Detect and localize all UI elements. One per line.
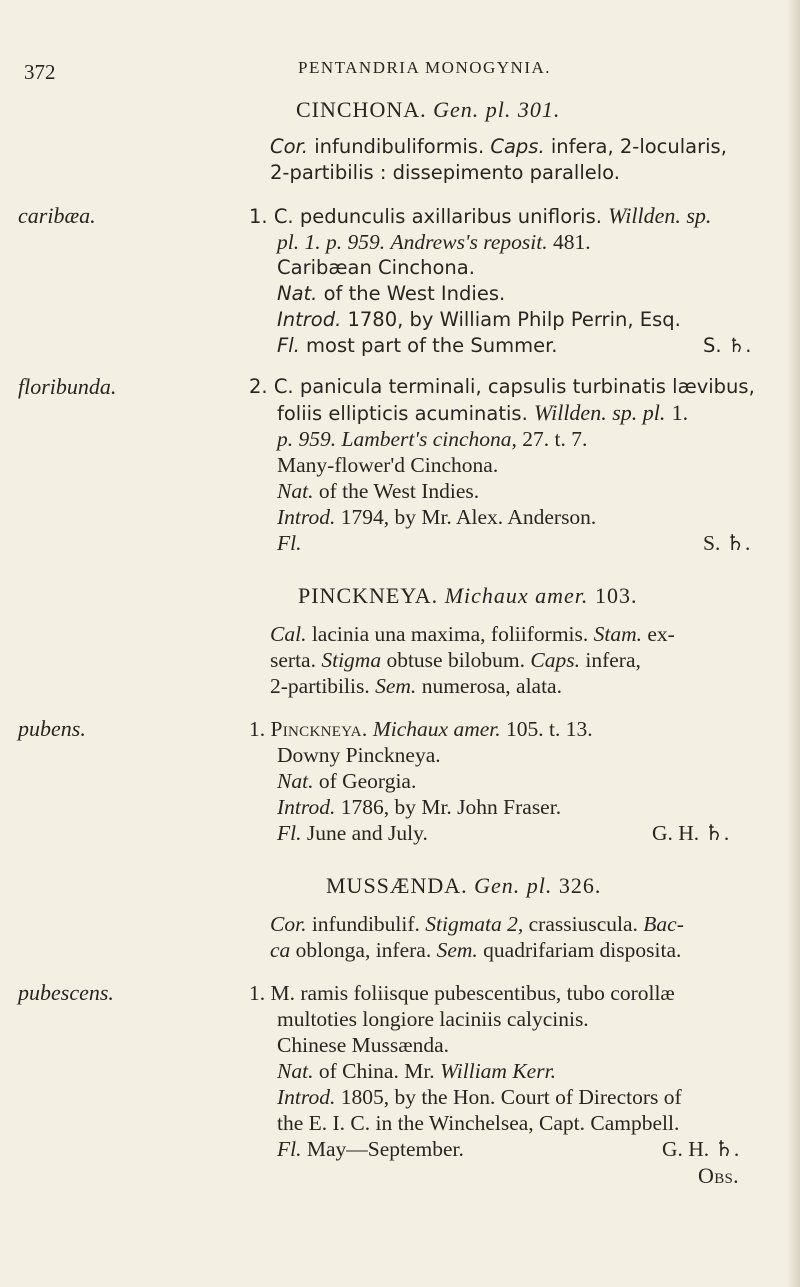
habit-symbol: S. ♄. (703, 334, 752, 357)
genus-heading-pinckneya: PINCKNEYA. Michaux amer. 103. (298, 583, 638, 608)
introduction-note: Introd. 1805, by the Hon. Court of Directors of (277, 1085, 682, 1109)
species-reference: pl. 1. p. 959. Andrews's reposit. 481. (277, 230, 591, 254)
species-margin-name: floribunda. (18, 374, 117, 399)
introduction-note: Introd. 1780, by William Philp Perrin, Esq. (277, 308, 681, 331)
genus-heading-mussaenda: MUSSÆNDA. Gen. pl. 326. (326, 873, 602, 898)
genus-title: MUSSÆNDA. (326, 873, 468, 898)
running-title: PENTANDRIA MONOGYNIA. (298, 58, 552, 77)
species-margin-name: pubens. (18, 716, 86, 741)
genus-heading-cinchona (296, 97, 560, 123)
habit-symbol: G. H. ♄. (662, 1137, 740, 1161)
habit-symbol: G. H. ♄. (652, 821, 730, 845)
species-diagnosis: multoties longiore laciniis calycinis. (277, 1007, 589, 1031)
species-margin-name: caribæa. (18, 203, 96, 228)
flowering-note: Fl. most part of the Summer. (277, 334, 558, 357)
introduction-note: Introd. 1794, by Mr. Alex. Anderson. (277, 505, 597, 529)
habit-symbol: S. ♄. (703, 531, 751, 555)
native-region: Nat. of China. Mr. William Kerr. (277, 1059, 556, 1083)
catchword: Obs. (698, 1163, 739, 1188)
species-diagnosis: 1. C. pedunculis axillaribus unifloris. Willden. sp. (249, 203, 712, 228)
generic-character-line: 2-partibilis : dissepimento parallelo. (270, 161, 620, 184)
generic-character-line: Cor. infundibulif. Stigmata 2, crassiuscula. Bac- (270, 912, 684, 936)
species-diagnosis: 1. Pinckneya. Michaux amer. 105. t. 13. (249, 717, 593, 741)
common-name: Downy Pinckneya. (277, 743, 441, 767)
page-number: 372 (24, 60, 56, 84)
generic-character-line: Cal. lacinia una maxima, foliiformis. Stam. ex- (270, 622, 675, 646)
flowering-note: Fl. (277, 531, 302, 555)
common-name: Chinese Mussænda. (277, 1033, 449, 1057)
species-diagnosis: 2. C. panicula terminali, capsulis turbinatis lævibus, (249, 375, 755, 398)
common-name: Many-flower'd Cinchona. (277, 453, 499, 477)
generic-character-line: 2-partibilis. Sem. numerosa, alata. (270, 674, 562, 698)
flowering-note: Fl. May—September. (277, 1137, 464, 1161)
species-diagnosis: foliis ellipticis acuminatis. Willden. sp. pl. 1. (277, 400, 689, 425)
genus-title: CINCHONA. (296, 97, 427, 122)
native-region: Nat. of Georgia. (277, 769, 417, 793)
genus-reference: Michaux amer. (444, 583, 589, 608)
genus-reference: Gen. pl. 301. (433, 97, 561, 122)
native-region: Nat. of the West Indies. (277, 282, 506, 305)
species-diagnosis: 1. M. ramis foliisque pubescentibus, tubo corollæ (249, 981, 675, 1005)
flowering-note: Fl. June and July. (277, 821, 428, 845)
generic-character-line: ca oblonga, infera. Sem. quadrifariam disposita. (270, 938, 682, 962)
common-name: Caribæan Cinchona. (277, 256, 475, 279)
introduction-note: Introd. 1786, by Mr. John Fraser. (277, 795, 562, 819)
page-edge (786, 0, 800, 1287)
genus-title: PINCKNEYA. (298, 583, 439, 608)
native-region: Nat. of the West Indies. (277, 479, 480, 503)
generic-character-line: serta. Stigma obtuse bilobum. Caps. infera, (270, 648, 641, 672)
introduction-note: the E. I. C. in the Winchelsea, Capt. Campbell. (277, 1111, 680, 1135)
genus-reference: Gen. pl. (474, 873, 553, 898)
species-margin-name: pubescens. (18, 980, 114, 1005)
species-reference: p. 959. Lambert's cinchona, 27. t. 7. (277, 427, 588, 451)
generic-character-line: Cor. infundibuliformis. Caps. infera, 2-locularis, (270, 135, 727, 158)
